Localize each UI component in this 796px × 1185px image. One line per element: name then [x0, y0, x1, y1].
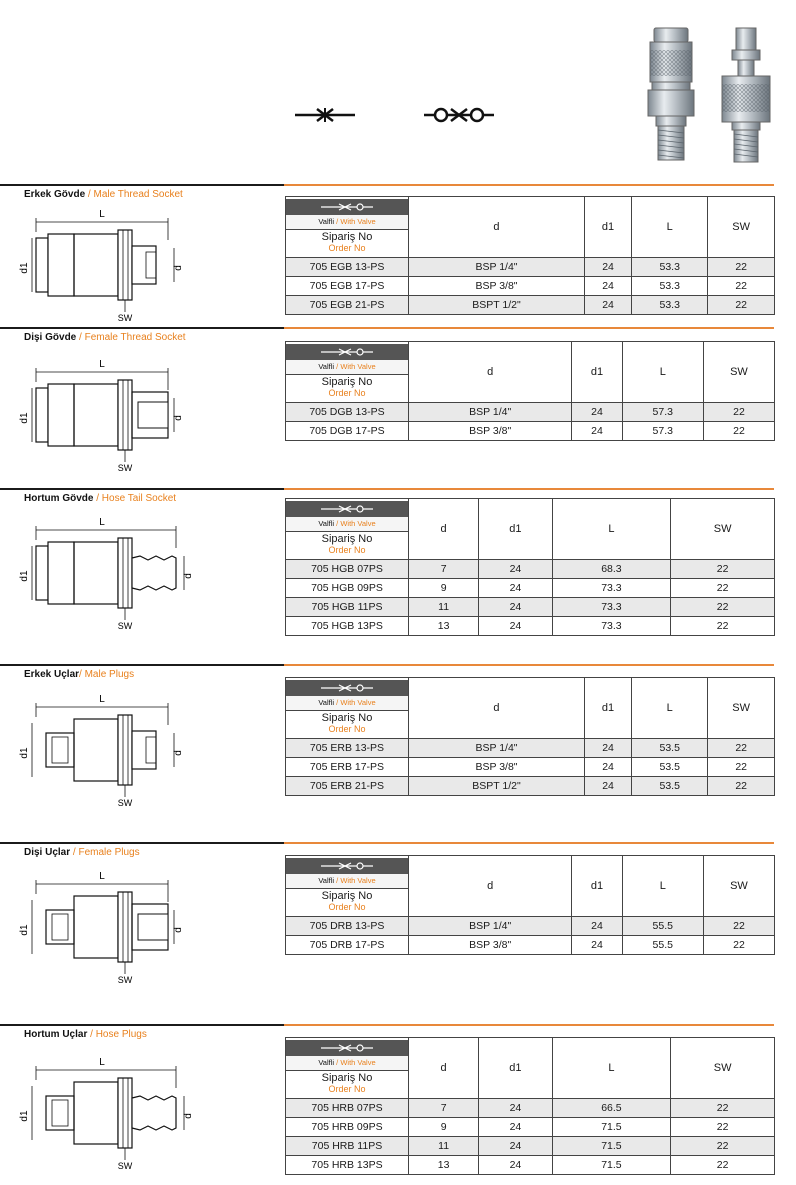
table-row — [286, 758, 775, 777]
table-cell: 22 — [671, 598, 775, 617]
section-title-en: / Male Thread Socket — [85, 189, 183, 200]
table-cell: 705 DGB 13-PS — [286, 403, 409, 422]
table-cell: 705 ERB 17-PS — [286, 758, 409, 777]
table-cell: 705 HGB 13PS — [286, 617, 409, 636]
valve-label-tr: Valfli — [318, 216, 335, 226]
valve-label-en: / With Valve — [336, 361, 376, 371]
order-no-label-en: Order No — [328, 723, 366, 734]
table-cell: 24 — [479, 617, 552, 636]
spec-table — [285, 498, 775, 636]
table-cell: 22 — [708, 277, 775, 296]
female-socket-drawing — [19, 359, 197, 473]
column-header: d — [409, 197, 585, 258]
table-header-row — [286, 499, 775, 560]
dim-label-d1: d1 — [19, 262, 30, 274]
dim-label-L: L — [99, 1057, 105, 1068]
section-divider-accent — [284, 842, 774, 844]
table-row — [286, 1118, 775, 1137]
table-cell: 9 — [409, 579, 479, 598]
table-cell: 705 HGB 11PS — [286, 598, 409, 617]
valve-label-tr: Valfli — [318, 518, 335, 528]
dim-label-d1: d1 — [19, 747, 30, 759]
section-title-en: / Male Plugs — [79, 669, 135, 680]
column-header: d — [409, 856, 572, 917]
column-header: L — [552, 499, 671, 560]
table-cell: 24 — [479, 1118, 552, 1137]
section-title-tr: Hortum Uçlar — [24, 1029, 88, 1040]
dim-label-sw: SW — [117, 313, 133, 323]
table-row — [286, 917, 775, 936]
table-cell: 22 — [671, 1099, 775, 1118]
dim-label-d1: d1 — [19, 924, 30, 936]
order-no-label-tr: Sipariş No — [321, 532, 373, 545]
order-no-label-tr: Sipariş No — [321, 375, 373, 388]
column-header: d — [409, 678, 585, 739]
spec-table — [285, 196, 775, 315]
dim-label-L: L — [99, 871, 105, 882]
column-header: L — [622, 342, 703, 403]
dim-label-d1: d1 — [19, 570, 30, 582]
with-valve-coupling-icon — [321, 1043, 373, 1053]
order-no-label-en: Order No — [328, 544, 366, 555]
table-row — [286, 422, 775, 441]
table-cell: 705 HRB 13PS — [286, 1156, 409, 1175]
column-header: d1 — [572, 856, 622, 917]
valve-symbol-header — [286, 680, 408, 696]
section-divider-accent — [284, 1024, 774, 1026]
table-cell: 11 — [409, 1137, 479, 1156]
table-cell: BSPT 1/2" — [409, 777, 585, 796]
technical-drawing — [19, 517, 197, 635]
section-divider — [0, 488, 284, 490]
order-no-header — [286, 856, 409, 917]
table-cell: 53.3 — [632, 277, 708, 296]
table-cell: 66.5 — [552, 1099, 671, 1118]
column-header: L — [632, 678, 708, 739]
table-cell: 705 DGB 17-PS — [286, 422, 409, 441]
table-cell: 24 — [584, 739, 631, 758]
valve-label-tr: Valfli — [318, 361, 335, 371]
quick-coupling-socket-and-plug-photo — [636, 22, 786, 167]
no-valve-coupling-icon — [295, 104, 355, 126]
table-cell: 13 — [409, 617, 479, 636]
column-header: d1 — [572, 342, 622, 403]
table-cell: 22 — [671, 617, 775, 636]
table-cell: 22 — [703, 936, 774, 955]
order-no-label-en: Order No — [328, 242, 366, 253]
section-divider-accent — [284, 184, 774, 186]
table-row — [286, 936, 775, 955]
with-valve-coupling-icon — [321, 347, 373, 357]
dim-label-sw: SW — [117, 975, 133, 985]
table-cell: 7 — [409, 1099, 479, 1118]
dim-label-sw: SW — [117, 621, 133, 631]
table-cell: 705 HRB 07PS — [286, 1099, 409, 1118]
dim-label-d: d — [183, 573, 194, 579]
table-cell: 705 DRB 13-PS — [286, 917, 409, 936]
table-cell: 11 — [409, 598, 479, 617]
dim-label-L: L — [99, 694, 105, 705]
table-header-row — [286, 856, 775, 917]
table-cell: BSP 1/4" — [409, 917, 572, 936]
table-header-row — [286, 678, 775, 739]
order-no-label-tr: Sipariş No — [321, 889, 373, 902]
spec-table — [285, 341, 775, 441]
section-title-en: / Female Plugs — [70, 847, 140, 858]
dim-label-d1: d1 — [19, 412, 30, 424]
section-title-tr: Hortum Gövde — [24, 493, 94, 504]
section-title-tr: Dişi Uçlar — [24, 847, 71, 858]
section-title-tr: Erkek Gövde — [24, 189, 86, 200]
with-valve-coupling-icon — [321, 504, 373, 514]
order-no-header — [286, 678, 409, 739]
order-no-header — [286, 1038, 409, 1099]
table-row — [286, 403, 775, 422]
dim-label-sw: SW — [117, 1161, 133, 1171]
table-cell: 55.5 — [622, 917, 703, 936]
column-header: SW — [703, 342, 774, 403]
table-cell: BSP 3/8" — [409, 422, 572, 441]
dim-label-d1: d1 — [19, 1110, 30, 1122]
table-cell: 53.5 — [632, 739, 708, 758]
order-no-label-tr: Sipariş No — [321, 711, 373, 724]
table-cell: 22 — [708, 739, 775, 758]
table-cell: 24 — [479, 560, 552, 579]
column-header: L — [622, 856, 703, 917]
column-header: SW — [708, 678, 775, 739]
table-cell: BSP 1/4" — [409, 403, 572, 422]
table-cell: 24 — [584, 258, 631, 277]
table-cell: 705 HRB 11PS — [286, 1137, 409, 1156]
table-cell: 705 EGB 21-PS — [286, 296, 409, 315]
table-cell: 24 — [572, 917, 622, 936]
table-cell: 24 — [584, 277, 631, 296]
valve-label-en: / With Valve — [336, 697, 376, 707]
dim-label-d: d — [173, 927, 184, 933]
section-title-en: / Hose Tail Socket — [93, 493, 177, 504]
table-cell: 73.3 — [552, 617, 671, 636]
with-valve-coupling-icon — [321, 683, 373, 693]
valve-label-en: / With Valve — [336, 875, 376, 885]
table-cell: 9 — [409, 1118, 479, 1137]
section-title — [24, 189, 183, 200]
table-cell: 24 — [479, 1099, 552, 1118]
table-cell: 68.3 — [552, 560, 671, 579]
column-header: d — [409, 1038, 479, 1099]
section-divider — [0, 1024, 284, 1026]
column-header: d1 — [479, 499, 552, 560]
table-cell: 22 — [703, 403, 774, 422]
section-divider-accent — [284, 664, 774, 666]
table-cell: 705 ERB 13-PS — [286, 739, 409, 758]
table-cell: BSP 3/8" — [409, 936, 572, 955]
table-cell: 705 HGB 07PS — [286, 560, 409, 579]
table-row — [286, 579, 775, 598]
hose-plug-drawing — [19, 1057, 197, 1171]
section-title-tr: Erkek Uçlar — [24, 669, 80, 680]
table-cell: 705 HGB 09PS — [286, 579, 409, 598]
column-header: L — [552, 1038, 671, 1099]
column-header: SW — [671, 1038, 775, 1099]
table-cell: 22 — [708, 258, 775, 277]
table-cell: BSPT 1/2" — [409, 296, 585, 315]
table-cell: 705 ERB 21-PS — [286, 777, 409, 796]
table-cell: 705 EGB 13-PS — [286, 258, 409, 277]
table-cell: 53.3 — [632, 296, 708, 315]
table-cell: 22 — [671, 1137, 775, 1156]
table-cell: BSP 1/4" — [409, 258, 585, 277]
column-header: SW — [671, 499, 775, 560]
valve-symbol-header — [286, 858, 408, 874]
order-no-header — [286, 342, 409, 403]
section-divider — [0, 664, 284, 666]
table-cell: 7 — [409, 560, 479, 579]
table-row — [286, 1099, 775, 1118]
column-header: SW — [703, 856, 774, 917]
order-no-label-en: Order No — [328, 1083, 366, 1094]
table-cell: 71.5 — [552, 1118, 671, 1137]
spec-table — [285, 855, 775, 955]
dim-label-sw: SW — [117, 798, 133, 808]
valve-symbol-header — [286, 344, 408, 360]
table-header-row — [286, 1038, 775, 1099]
table-row — [286, 1156, 775, 1175]
table-row — [286, 277, 775, 296]
table-cell: 53.5 — [632, 758, 708, 777]
table-cell: 13 — [409, 1156, 479, 1175]
order-no-label-en: Order No — [328, 901, 366, 912]
table-cell: 22 — [671, 1156, 775, 1175]
table-cell: 705 HRB 09PS — [286, 1118, 409, 1137]
dim-label-d: d — [173, 750, 184, 756]
section-title-en: / Female Thread Socket — [76, 332, 186, 343]
column-header: d — [409, 342, 572, 403]
table-cell: 24 — [584, 758, 631, 777]
valve-label-en: / With Valve — [336, 518, 376, 528]
spec-table — [285, 1037, 775, 1175]
table-cell: 22 — [703, 917, 774, 936]
column-header: L — [632, 197, 708, 258]
valve-symbol-header — [286, 199, 408, 215]
technical-drawing — [19, 1057, 197, 1175]
valve-label-tr: Valfli — [318, 1057, 335, 1067]
valve-label-en: / With Valve — [336, 1057, 376, 1067]
section-title — [24, 847, 140, 858]
table-cell: 22 — [703, 422, 774, 441]
section-title — [24, 493, 176, 504]
table-row — [286, 560, 775, 579]
male-plug-drawing — [19, 694, 197, 808]
section-title — [24, 332, 186, 343]
column-header: d1 — [584, 197, 631, 258]
table-cell: 57.3 — [622, 403, 703, 422]
valve-symbol-header — [286, 1040, 408, 1056]
valve-label-en: / With Valve — [336, 216, 376, 226]
table-cell: 24 — [584, 296, 631, 315]
table-cell: BSP 3/8" — [409, 277, 585, 296]
table-row — [286, 296, 775, 315]
order-no-label-en: Order No — [328, 387, 366, 398]
technical-drawing — [19, 209, 197, 327]
with-valve-coupling-icon — [321, 861, 373, 871]
column-header: d1 — [479, 1038, 552, 1099]
section-divider — [0, 842, 284, 844]
valve-symbol-header — [286, 501, 408, 517]
table-cell: 24 — [584, 777, 631, 796]
table-cell: 22 — [671, 1118, 775, 1137]
column-header: SW — [708, 197, 775, 258]
column-header: d — [409, 499, 479, 560]
table-cell: 22 — [708, 777, 775, 796]
spec-table — [285, 677, 775, 796]
section-title-en: / Hose Plugs — [87, 1029, 147, 1040]
table-cell: 71.5 — [552, 1137, 671, 1156]
table-cell: 24 — [572, 936, 622, 955]
table-row — [286, 258, 775, 277]
technical-drawing — [19, 694, 197, 812]
section-title-tr: Dişi Gövde — [24, 332, 77, 343]
female-plug-drawing — [19, 871, 197, 985]
table-header-row — [286, 342, 775, 403]
section-title — [24, 669, 134, 680]
table-cell: 24 — [479, 598, 552, 617]
table-cell: 57.3 — [622, 422, 703, 441]
dim-label-d: d — [183, 1113, 194, 1119]
table-cell: 73.3 — [552, 598, 671, 617]
table-cell: 71.5 — [552, 1156, 671, 1175]
section-divider — [0, 327, 284, 329]
table-cell: 705 DRB 17-PS — [286, 936, 409, 955]
male-socket-drawing — [19, 209, 197, 323]
table-cell: 53.3 — [632, 258, 708, 277]
table-row — [286, 1137, 775, 1156]
table-cell: 24 — [479, 1137, 552, 1156]
column-header: d1 — [584, 678, 631, 739]
hose-socket-drawing — [19, 517, 197, 631]
order-no-label-tr: Sipariş No — [321, 1071, 373, 1084]
table-cell: 24 — [479, 1156, 552, 1175]
with-valve-coupling-icon — [424, 103, 494, 127]
section-title — [24, 1029, 147, 1040]
table-cell: 24 — [479, 579, 552, 598]
table-cell: 73.3 — [552, 579, 671, 598]
dim-label-L: L — [99, 359, 105, 370]
dim-label-sw: SW — [117, 463, 133, 473]
order-no-label-tr: Sipariş No — [321, 230, 373, 243]
table-cell: BSP 3/8" — [409, 758, 585, 777]
section-divider — [0, 184, 284, 186]
order-no-header — [286, 197, 409, 258]
table-cell: 705 EGB 17-PS — [286, 277, 409, 296]
section-divider-accent — [284, 327, 774, 329]
table-cell: 22 — [708, 296, 775, 315]
order-no-header — [286, 499, 409, 560]
dim-label-d: d — [173, 415, 184, 421]
table-cell: 24 — [572, 403, 622, 422]
table-cell: 24 — [572, 422, 622, 441]
with-valve-coupling-icon — [321, 202, 373, 212]
valve-label-tr: Valfli — [318, 697, 335, 707]
section-divider-accent — [284, 488, 774, 490]
table-cell: BSP 1/4" — [409, 739, 585, 758]
dim-label-d: d — [173, 265, 184, 271]
table-row — [286, 598, 775, 617]
dim-label-L: L — [99, 517, 105, 528]
table-cell: 53.5 — [632, 777, 708, 796]
table-row — [286, 777, 775, 796]
table-header-row — [286, 197, 775, 258]
table-cell: 55.5 — [622, 936, 703, 955]
table-cell: 22 — [671, 560, 775, 579]
table-cell: 22 — [671, 579, 775, 598]
technical-drawing — [19, 871, 197, 989]
table-row — [286, 617, 775, 636]
dim-label-L: L — [99, 209, 105, 220]
table-cell: 22 — [708, 758, 775, 777]
technical-drawing — [19, 359, 197, 477]
table-row — [286, 739, 775, 758]
valve-label-tr: Valfli — [318, 875, 335, 885]
